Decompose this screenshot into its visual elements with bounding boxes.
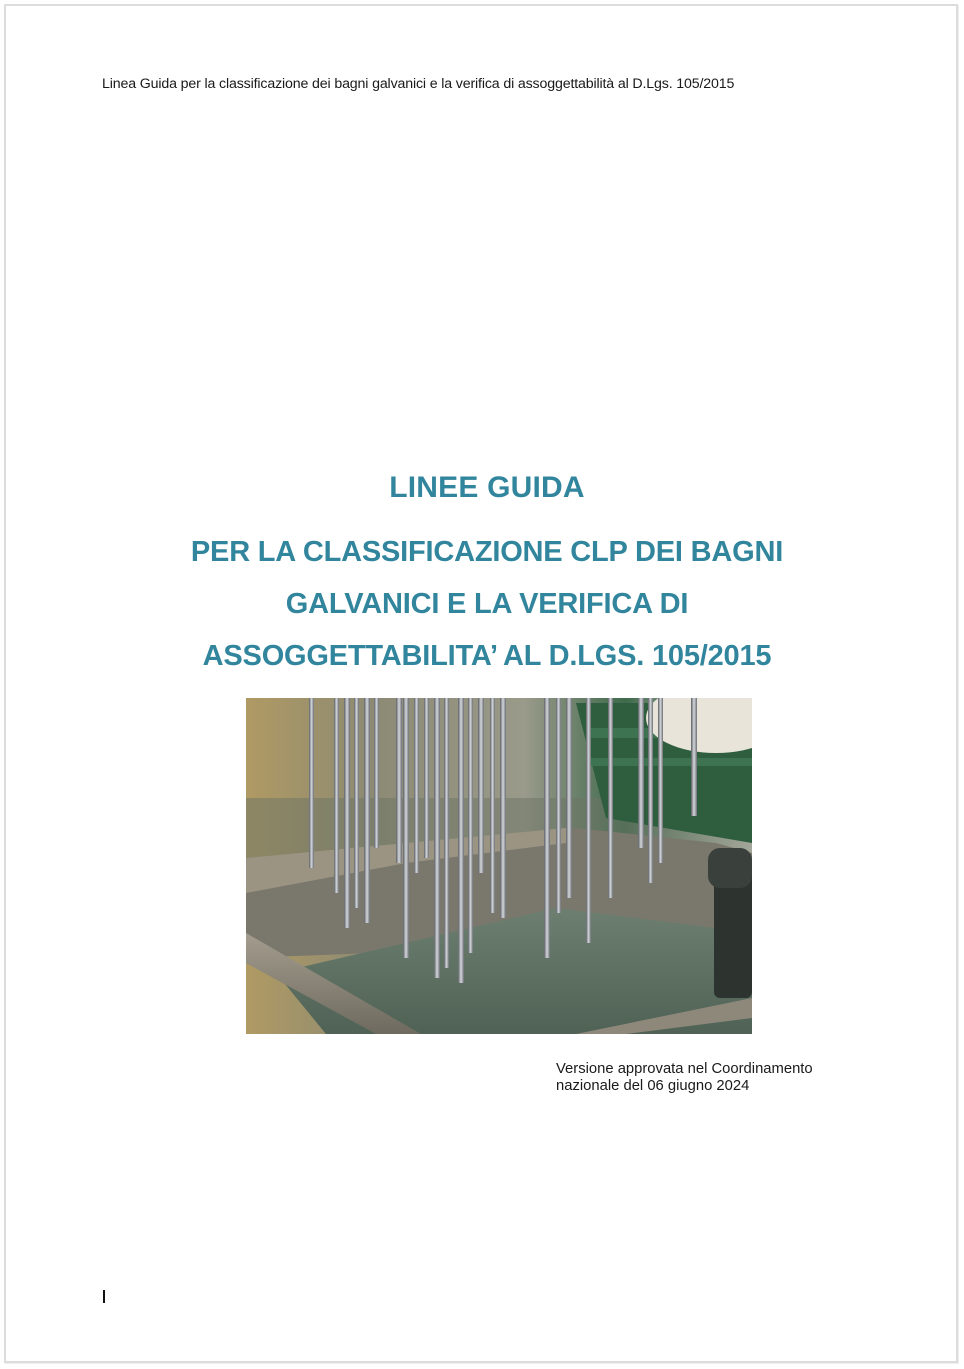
cover-photo	[246, 698, 752, 1034]
running-header: Linea Guida per la classificazione dei bagni galvanici e la verifica di assoggettabilità al D.Lgs. 105/2015	[102, 76, 735, 92]
page-number	[103, 1290, 105, 1303]
cover-subtitle-line-2: GALVANICI E LA VERIFICA DI	[285, 588, 689, 620]
version-note-line-2: nazionale del 06 giugno 2024	[556, 1078, 750, 1094]
cover-title: LINEE GUIDA	[389, 471, 585, 504]
version-note-line-1: Versione approvata nel Coordinamento	[556, 1061, 813, 1077]
cover-subtitle-line-1: PER LA CLASSIFICAZIONE CLP DEI BAGNI	[190, 536, 784, 568]
cover-title-block	[106, 468, 868, 682]
cover-subtitle-line-3: ASSOGGETTABILITA’ AL D.LGS. 105/2015	[202, 640, 772, 672]
document-page	[4, 4, 958, 1363]
version-note	[556, 1061, 813, 1095]
